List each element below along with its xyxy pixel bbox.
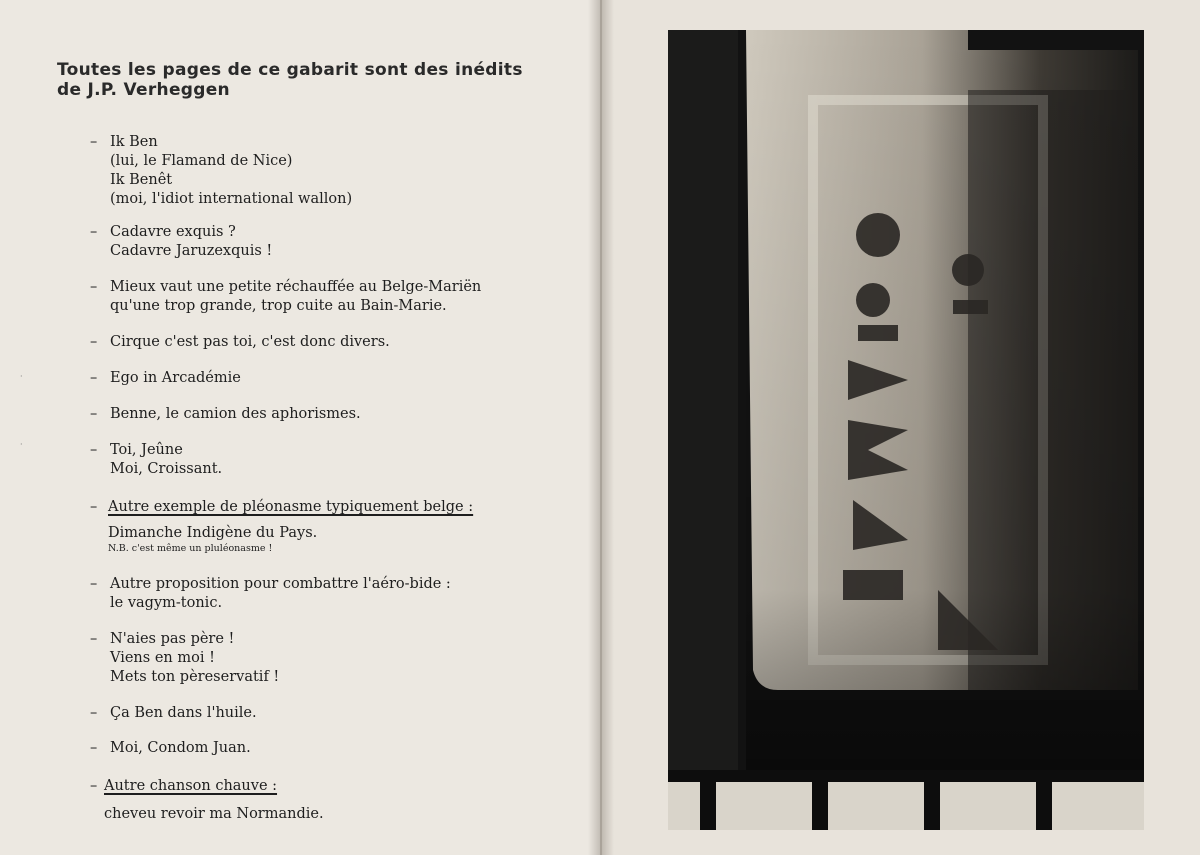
entry-line: Moi, Croissant. (110, 461, 223, 477)
entry-line: Cadavre Jaruzexquis ! (110, 243, 273, 259)
entry-line: le vagym-tonic. (110, 595, 223, 611)
entry-line: Ik Benêt (110, 172, 173, 188)
binding-mark: · (20, 440, 23, 449)
entry-line: Ego in Arcadémie (110, 370, 241, 386)
entry-line: (lui, le Flamand de Nice) (110, 153, 293, 169)
entry-line: (moi, l'idiot international wallon) (110, 191, 353, 207)
page-gutter (588, 0, 614, 855)
carved-stone-photo (668, 30, 1144, 830)
carved-stone-lettering-icon (668, 30, 1144, 830)
entry-dash: – (90, 705, 98, 721)
entry-dash: – (90, 334, 98, 350)
entry-dash: – (90, 279, 98, 295)
entry-line: Dimanche Indigène du Pays. (108, 525, 318, 541)
entry-line: Cirque c'est pas toi, c'est donc divers. (110, 334, 390, 350)
entry-line: Mieux vaut une petite réchauffée au Belge-Mariën (110, 279, 482, 295)
entry-dash: – (90, 370, 98, 386)
entry-dash: – (90, 631, 98, 647)
entry-line: Moi, Condom Juan. (110, 740, 251, 756)
entry-line: Ik Ben (110, 134, 158, 150)
entry-dash: – (90, 778, 98, 794)
entry-line: qu'une trop grande, trop cuite au Bain-Marie. (110, 298, 447, 314)
entry-dash: – (90, 499, 98, 515)
heading-line-1: Toutes les pages de ce gabarit sont des inédits (57, 60, 523, 80)
entry-line: Cadavre exquis ? (110, 224, 236, 240)
entry-line: Benne, le camion des aphorismes. (110, 406, 361, 422)
entry-line: Toi, Jeûne (110, 442, 183, 458)
entry-dash: – (90, 224, 98, 240)
page-heading (57, 60, 557, 100)
heading-line-2: de J.P. Verheggen (57, 80, 230, 100)
entry-dash: – (90, 406, 98, 422)
entry-underlined-title: Autre chanson chauve : (104, 778, 278, 794)
entry-dash: – (90, 134, 98, 150)
entry-dash: – (90, 576, 98, 592)
entry-dash: – (90, 442, 98, 458)
entry-line: Ça Ben dans l'huile. (110, 705, 257, 721)
entry-underlined-title: Autre exemple de pléonasme typiquement belge : (108, 499, 474, 515)
entry-line: Autre proposition pour combattre l'aéro-bide : (110, 576, 451, 592)
binding-mark: · (20, 372, 23, 381)
entry-line: Mets ton pèreservatif ! (110, 669, 280, 685)
entry-note: N.B. c'est même un pluléonasme ! (108, 543, 273, 554)
entry-dash: – (90, 740, 98, 756)
entry-line: N'aies pas père ! (110, 631, 235, 647)
entry-line: Viens en moi ! (110, 650, 215, 666)
entry-line: cheveu revoir ma Normandie. (104, 806, 324, 822)
